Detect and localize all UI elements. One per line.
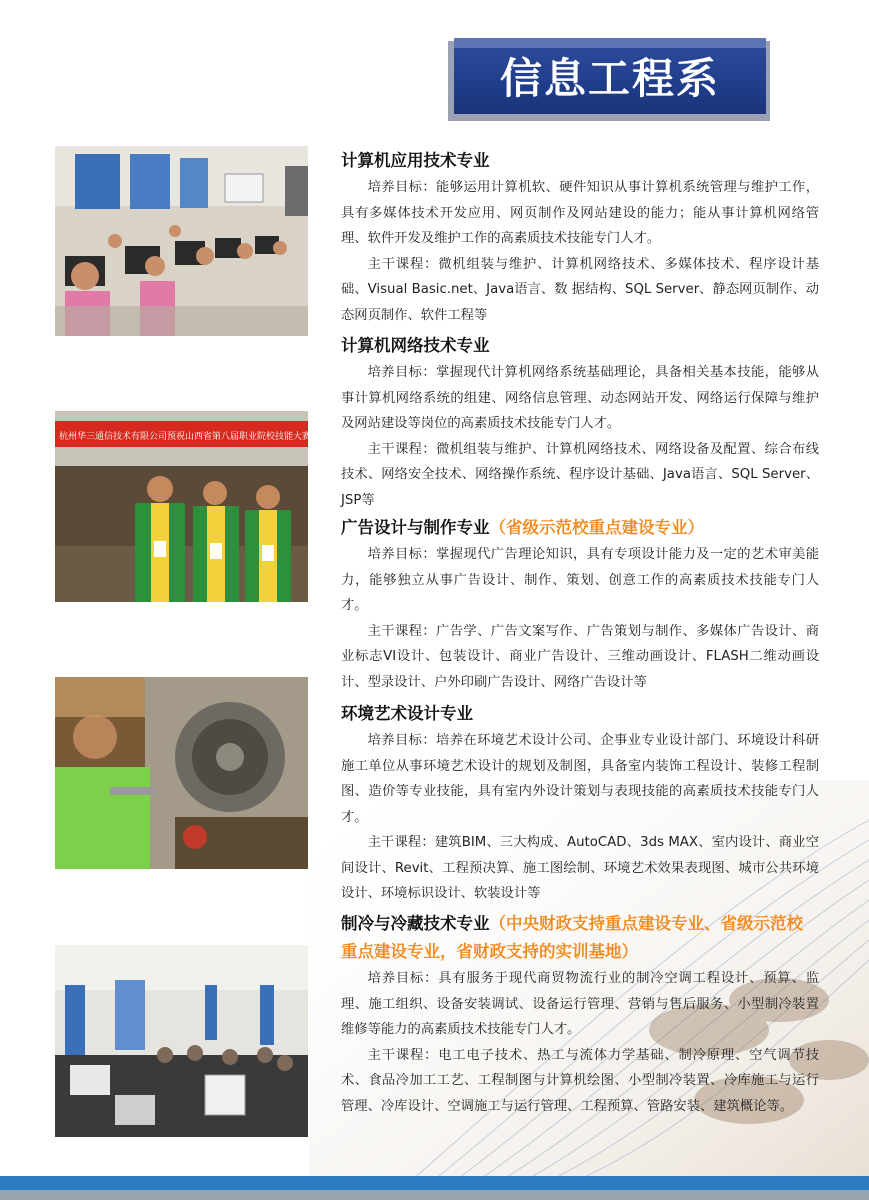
footer-gray-bar — [0, 1190, 869, 1200]
section-title — [341, 910, 819, 966]
photo-competition-students — [55, 411, 348, 602]
training-goal: 培养目标：具有服务于现代商贸物流行业的制冷空调工程设计、预算、监理、施工组织、设备安装调试、设备运行管理、营销与售后服务、小型制冷装置维修等能力的高素质技术技能专门人才。 — [341, 971, 819, 1037]
section-refrigeration — [341, 910, 819, 1119]
main-courses: 主干课程：建筑BIM、三大构成、AutoCAD、3ds MAX、室内设计、商业空间设计、Revit、工程预决算、施工图绘制、环境艺术效果表现图、城市公共环境设计、环境标识设计、软装设计等 — [341, 835, 819, 901]
banner-text: 杭州华三通信技术有限公司预祝山西省第八届职业院校技能大赛圆满成功 — [59, 432, 348, 442]
section-title-highlight: （省级示范校重点建设专业） — [489, 518, 704, 537]
main-courses: 主干课程：电工电子技术、热工与流体力学基础、制冷原理、空气调节技术、食品冷加工工艺、工程制图与计算机绘图、小型制冷装置、冷库施工与运行管理、冷库设计、空调施工与运行管理、工程预算、管路安装、建筑概论等。 — [341, 1047, 819, 1114]
photo-refrigeration-lab — [55, 945, 308, 1137]
section-environmental-art — [341, 700, 819, 907]
section-title-text: 计算机网络技术专业 — [341, 336, 490, 355]
department-title-banner — [454, 38, 766, 114]
main-courses: 主干课程：微机组装与维护、计算机网络技术、多媒体技术、程序设计基础、Visual Basic.net、Java语言、数 据结构、SQL Server、静态网页制作、动态网页制作、软件工程等 — [341, 256, 819, 323]
training-goal: 培养目标：能够运用计算机软、硬件知识从事计算机系统管理与维护工作，具有多媒体技术开发应用、网页制作及网站建设的能力；能从事计算机网络管理、软件开发及维护工作的高素质技术技能专门人才。 — [341, 180, 819, 246]
section-title-highlight: （中央财政支持重点建设专业、省级示范校重点建设专业，省财政支持的实训基地） — [341, 914, 803, 961]
training-goal: 培养目标：掌握现代广告理论知识，具有专项设计能力及一定的艺术审美能力，能够独立从事广告设计、制作、策划、创意工作的高素质技术技能专门人才。 — [341, 547, 819, 613]
main-courses: 主干课程：广告学、广告文案写作、广告策划与制作、多媒体广告设计、商业标志VI设计、包装设计、商业广告设计、三维动画设计、FLASH二维动画设计、型录设计、户外印刷广告设计、网络广告设计等 — [341, 623, 819, 690]
section-advertising-design — [341, 514, 819, 695]
section-title-text: 制冷与冷藏技术专业 — [341, 914, 490, 933]
training-goal: 培养目标：掌握现代计算机网络系统基础理论，具备相关基本技能，能够从事计算机网络系统的组建、网络信息管理、动态网站开发、网络运行保障与维护及网站建设等岗位的高素质技术技能专门人才。 — [341, 365, 819, 431]
main-courses: 主干课程：微机组装与维护、计算机网络技术、网络设备及配置、综合布线技术、网络安全技术、网络操作系统、程序设计基础、Java语言、SQL Server、JSP等 — [341, 441, 819, 508]
section-title — [341, 514, 819, 542]
footer-blue-bar — [0, 1176, 869, 1190]
section-title-text: 广告设计与制作专业 — [341, 518, 490, 537]
page-title: 信息工程系 — [499, 54, 720, 103]
photo-machinery-workshop — [55, 677, 308, 869]
section-title — [341, 147, 819, 175]
section-title — [341, 700, 819, 728]
section-title — [341, 332, 819, 360]
section-title-text: 计算机应用技术专业 — [341, 151, 490, 170]
photo-computer-lab — [55, 146, 308, 336]
section-computer-network — [341, 332, 819, 513]
training-goal: 培养目标：培养在环境艺术设计公司、企事业专业设计部门、环境设计科研施工单位从事环境艺术设计的规划及制图，具备室内装饰工程设计、装修工程制图、造价等专业技能，具有室内外设计策划与表现技能的高素质技术技能专门人才。 — [341, 733, 819, 825]
section-title-text: 环境艺术设计专业 — [341, 704, 473, 723]
section-computer-application — [341, 147, 819, 328]
